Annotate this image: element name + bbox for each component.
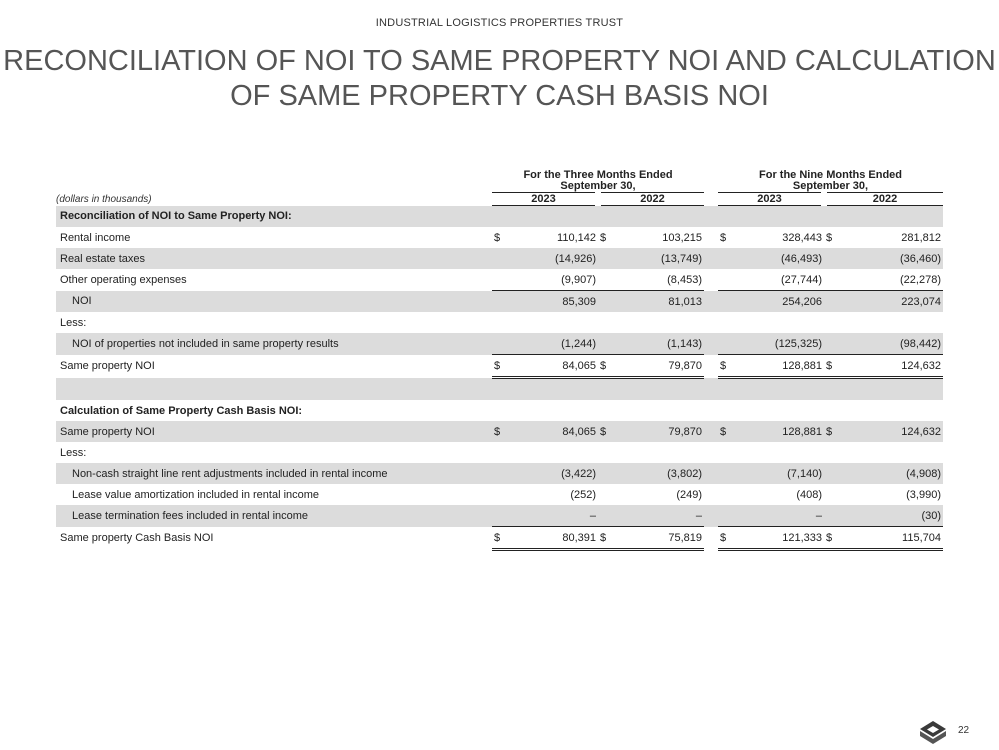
row-value: (1,244) (508, 333, 598, 355)
table-row (56, 333, 943, 355)
currency-symbol (492, 206, 508, 228)
page-title-line-2: OF SAME PROPERTY CASH BASIS NOI (230, 80, 769, 112)
row-value (614, 206, 704, 228)
year-header: 2022 (598, 193, 704, 206)
currency-symbol: $ (824, 527, 840, 550)
currency-symbol (492, 378, 508, 401)
row-value (840, 312, 943, 333)
page-title (0, 44, 999, 114)
row-value: (249) (676, 488, 702, 501)
row-value: (3,802) (614, 463, 704, 484)
column-gap (704, 269, 718, 291)
row-value: (3,422) (508, 463, 598, 484)
row-label: Real estate taxes (56, 248, 492, 269)
currency-symbol (824, 378, 840, 401)
row-value (614, 442, 704, 463)
currency-symbol (824, 248, 840, 269)
currency-symbol: $ (718, 355, 734, 378)
row-value: 85,309 (508, 291, 598, 313)
currency-symbol (824, 312, 840, 333)
row-value: 84,065 (508, 421, 598, 442)
company-logo-icon (918, 718, 948, 748)
currency-symbol (492, 442, 508, 463)
currency-symbol: $ (720, 231, 727, 244)
column-gap (704, 442, 718, 463)
currency-symbol (492, 248, 508, 269)
currency-symbol (492, 269, 508, 291)
row-label: Non-cash straight line rent adjustments included in rental income (56, 463, 492, 484)
row-value: 80,391 (508, 527, 598, 550)
row-label: Calculation of Same Property Cash Basis NOI: (60, 404, 303, 417)
currency-symbol (824, 206, 840, 228)
row-value: 81,013 (614, 291, 704, 313)
currency-symbol: $ (824, 355, 840, 378)
row-label: Lease value amortization included in rental income (72, 488, 320, 501)
column-gap (704, 333, 718, 355)
currency-symbol (718, 291, 734, 313)
row-value: 115,704 (840, 527, 943, 550)
currency-symbol (718, 269, 734, 291)
currency-symbol (718, 463, 734, 484)
table-row (56, 378, 943, 401)
row-value (734, 312, 824, 333)
row-value: (30) (840, 505, 943, 527)
row-value (840, 206, 943, 228)
currency-symbol (598, 248, 614, 269)
row-value (840, 400, 943, 421)
currency-symbol: $ (598, 421, 614, 442)
currency-symbol (718, 378, 734, 401)
row-value: (27,744) (734, 269, 824, 291)
table-row (56, 291, 943, 313)
currency-symbol (492, 463, 508, 484)
row-value (840, 378, 943, 401)
currency-symbol: $ (718, 527, 734, 550)
currency-symbol (492, 291, 508, 313)
period-header-nine-months: For the Nine Months Ended September 30, (718, 170, 943, 193)
column-gap (704, 527, 718, 550)
currency-symbol (598, 400, 614, 421)
table-row (56, 206, 943, 228)
company-name: INDUSTRIAL LOGISTICS PROPERTIES TRUST (375, 17, 624, 29)
column-gap (704, 355, 718, 378)
column-gap (704, 312, 718, 333)
currency-symbol (824, 442, 840, 463)
table-row (56, 463, 943, 484)
row-value: (22,278) (840, 269, 943, 291)
row-value: 128,881 (734, 355, 824, 378)
currency-symbol: $ (598, 355, 614, 378)
row-value (508, 400, 598, 421)
row-value (734, 378, 824, 401)
row-value: (125,325) (734, 333, 824, 355)
column-gap (704, 206, 718, 228)
row-value: 110,142 (557, 231, 596, 244)
row-label: Same property NOI (60, 360, 155, 372)
row-value (614, 378, 704, 401)
column-gap (704, 291, 718, 313)
table-row (56, 227, 943, 248)
year-header: 2023 (492, 193, 598, 206)
currency-symbol: $ (600, 231, 607, 244)
row-value: (1,143) (614, 333, 704, 355)
column-gap (704, 248, 718, 269)
noi-reconciliation-table (56, 170, 943, 551)
table-row (56, 312, 943, 333)
currency-symbol (598, 206, 614, 228)
row-value: (9,907) (508, 269, 598, 291)
row-value: (4,908) (840, 463, 943, 484)
table-row (56, 400, 943, 421)
currency-symbol (598, 269, 614, 291)
currency-symbol: $ (718, 421, 734, 442)
column-gap (704, 400, 718, 421)
currency-symbol (718, 442, 734, 463)
units-note: (dollars in thousands) (56, 193, 492, 206)
column-gap (704, 463, 718, 484)
column-gap (704, 421, 718, 442)
currency-symbol (598, 333, 614, 355)
currency-symbol: $ (826, 231, 833, 244)
table-body (56, 206, 943, 550)
row-value: 128,881 (734, 421, 824, 442)
currency-symbol: $ (598, 527, 614, 550)
period-header-three-months: For the Three Months Ended September 30, (492, 170, 704, 193)
row-label: Reconciliation of NOI to Same Property NOI: (56, 206, 492, 228)
row-label: Less: (60, 316, 87, 329)
row-label: Less: (60, 446, 87, 459)
table-row (56, 248, 943, 269)
table-row (56, 484, 943, 505)
row-value: 121,333 (734, 527, 824, 550)
row-label: Rental income (60, 231, 131, 244)
currency-symbol (492, 484, 508, 505)
currency-symbol (718, 484, 734, 505)
row-value (508, 312, 598, 333)
currency-symbol (718, 248, 734, 269)
currency-symbol (824, 291, 840, 313)
row-label: Same property NOI (56, 421, 492, 442)
currency-symbol (598, 291, 614, 313)
row-value: (98,442) (840, 333, 943, 355)
row-value: (8,453) (614, 269, 704, 291)
currency-symbol (824, 333, 840, 355)
row-value: 124,632 (840, 355, 943, 378)
row-value: (46,493) (734, 248, 824, 269)
table-row (56, 527, 943, 550)
row-value (734, 442, 824, 463)
year-header: 2023 (718, 193, 824, 206)
currency-symbol (598, 378, 614, 401)
currency-symbol (718, 206, 734, 228)
currency-symbol (598, 312, 614, 333)
currency-symbol (824, 400, 840, 421)
currency-symbol (598, 505, 614, 527)
row-value (734, 400, 824, 421)
page-number: 22 (958, 725, 970, 736)
row-value: 84,065 (508, 355, 598, 378)
row-value (508, 206, 598, 228)
currency-symbol (598, 484, 614, 505)
currency-symbol (598, 442, 614, 463)
currency-symbol (824, 505, 840, 527)
row-value: (36,460) (840, 248, 943, 269)
row-value (734, 206, 824, 228)
currency-symbol (598, 463, 614, 484)
row-value (614, 400, 704, 421)
page-title-line-1: RECONCILIATION OF NOI TO SAME PROPERTY NOI AND CALCULATION (3, 45, 996, 77)
row-value (508, 378, 598, 401)
currency-symbol: $ (494, 231, 501, 244)
table-row (56, 505, 943, 527)
table-row (56, 269, 943, 291)
currency-symbol (824, 269, 840, 291)
table-row (56, 421, 943, 442)
row-value: (13,749) (614, 248, 704, 269)
row-value: (3,990) (906, 488, 941, 501)
currency-symbol: $ (492, 355, 508, 378)
table-row (56, 442, 943, 463)
row-label: Same property Cash Basis NOI (60, 532, 214, 544)
currency-symbol (718, 400, 734, 421)
row-value: (408) (796, 488, 822, 501)
row-value: (7,140) (734, 463, 824, 484)
currency-symbol (718, 505, 734, 527)
row-value (614, 312, 704, 333)
row-label: NOI of properties not included in same property results (56, 333, 492, 355)
row-value: – (508, 505, 598, 527)
currency-symbol (492, 400, 508, 421)
currency-symbol (824, 484, 840, 505)
currency-symbol (492, 312, 508, 333)
row-label: NOI (56, 291, 492, 313)
row-value: 328,443 (782, 231, 822, 244)
currency-symbol: $ (824, 421, 840, 442)
row-value (840, 442, 943, 463)
row-label: Lease termination fees included in rental income (56, 505, 492, 527)
row-value: (14,926) (508, 248, 598, 269)
currency-symbol (824, 463, 840, 484)
row-value: (252) (570, 488, 596, 501)
row-value: 223,074 (840, 291, 943, 313)
currency-symbol: $ (492, 421, 508, 442)
currency-symbol (492, 333, 508, 355)
column-gap (704, 484, 718, 505)
row-label: Other operating expenses (60, 273, 187, 286)
row-value: 281,812 (901, 231, 941, 244)
row-value: – (614, 505, 704, 527)
row-value: 79,870 (614, 355, 704, 378)
row-value: 254,206 (734, 291, 824, 313)
column-gap (704, 227, 718, 248)
currency-symbol (718, 333, 734, 355)
currency-symbol (492, 505, 508, 527)
row-value: – (734, 505, 824, 527)
row-value: 79,870 (614, 421, 704, 442)
column-gap (704, 505, 718, 527)
year-header: 2022 (824, 193, 943, 206)
row-value: 103,215 (662, 231, 702, 244)
table-row (56, 355, 943, 378)
row-value (508, 442, 598, 463)
row-value: 75,819 (614, 527, 704, 550)
currency-symbol (718, 312, 734, 333)
row-label (56, 378, 492, 401)
column-gap (704, 378, 718, 401)
row-value: 124,632 (840, 421, 943, 442)
currency-symbol: $ (492, 527, 508, 550)
